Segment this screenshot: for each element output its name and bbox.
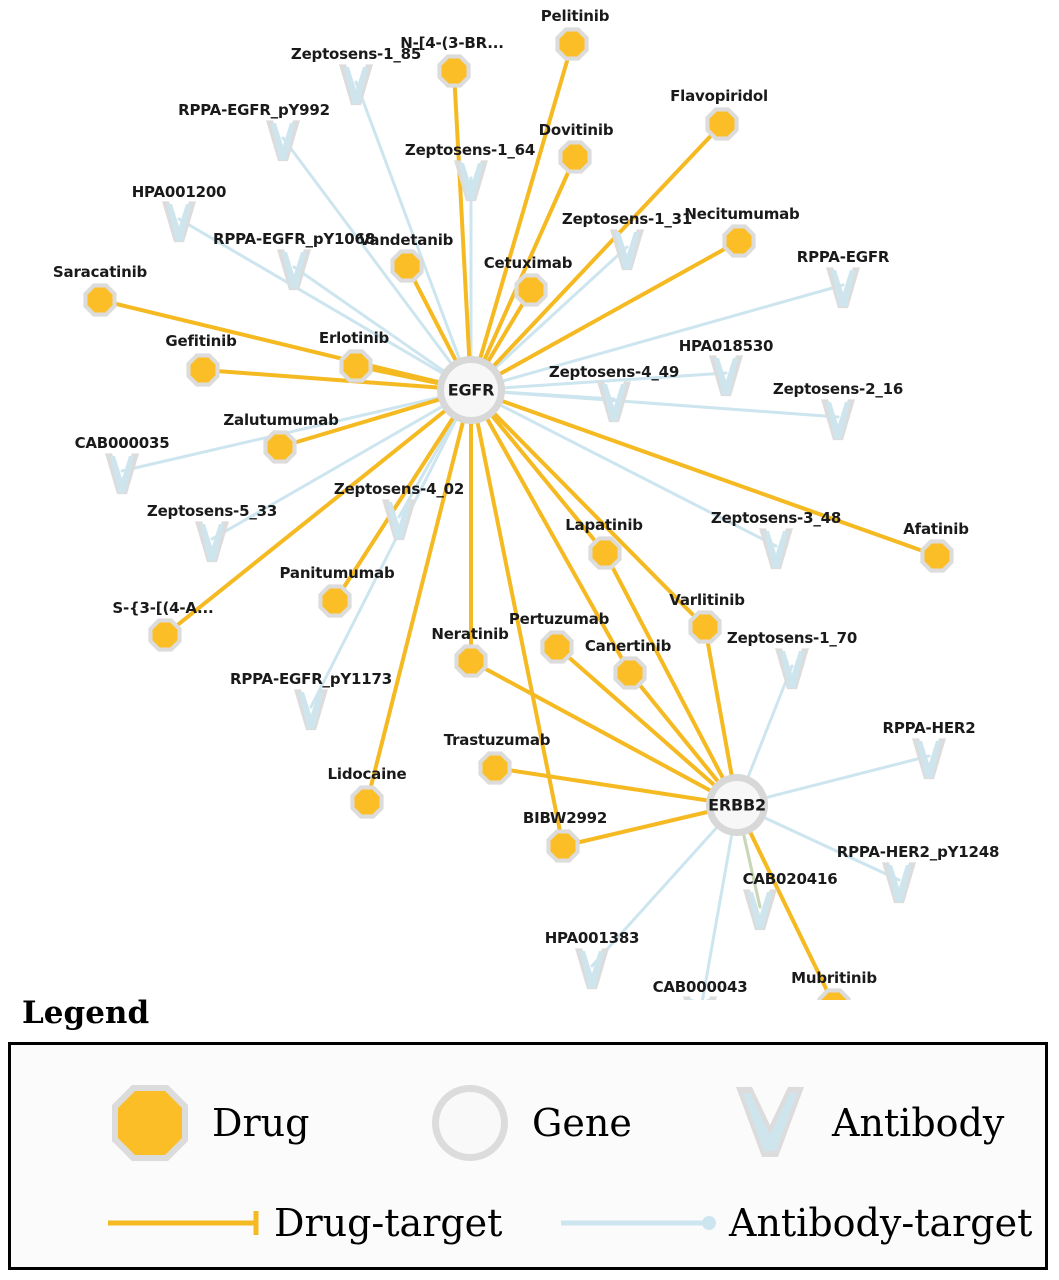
drug-node[interactable] [442, 59, 467, 84]
drug-node[interactable] [618, 661, 643, 686]
drug-node[interactable] [710, 112, 735, 137]
legend-box [8, 1042, 1048, 1270]
drug-label: Canertinib [584, 637, 672, 655]
legend-item-gene [426, 1079, 632, 1167]
drug-label: Necitumumab [684, 205, 800, 223]
drug-label: Afatinib [903, 520, 969, 538]
drug-target-edge [454, 71, 471, 390]
drug-node[interactable] [88, 288, 113, 313]
drug-label: Lidocaine [327, 765, 407, 783]
drug-node[interactable] [344, 354, 369, 379]
drug-label: N-[4-(3-BR... [400, 34, 504, 52]
drug-node[interactable] [563, 145, 588, 170]
drug-icon [106, 1079, 194, 1167]
antibody-label: RPPA-HER2_pY1248 [836, 843, 1000, 861]
antibody-label: Zeptosens-1_70 [726, 629, 858, 647]
drug-label: Gefitinib [165, 332, 237, 350]
drug-node[interactable] [545, 635, 570, 660]
drug-label: Erlotinib [318, 329, 390, 347]
drug-node[interactable] [459, 649, 484, 674]
antibody-label: HPA001383 [544, 929, 640, 947]
legend-item-antibody-target [559, 1201, 1032, 1245]
drug-node[interactable] [925, 544, 950, 569]
drug-label: Lapatinib [565, 516, 643, 534]
legend-item-antibody [726, 1079, 1004, 1167]
drug-label: Saracatinib [52, 263, 148, 281]
antibody-label: Zeptosens-2_16 [772, 380, 904, 398]
drug-node[interactable] [191, 358, 216, 383]
legend-label-antibody-target: Antibody-target [729, 1201, 1033, 1245]
antibody-label: Zeptosens-4_49 [548, 363, 680, 381]
antibody-label: Zeptosens-1_85 [290, 45, 422, 63]
antibody-label: HPA018530 [678, 337, 774, 355]
drug-label: Zalutumumab [223, 411, 339, 429]
drug-label: Pertuzumab [508, 610, 610, 628]
antibody-label: Zeptosens-1_64 [404, 141, 536, 159]
drug-label: Flavopiridol [670, 87, 768, 105]
drug-node[interactable] [395, 254, 420, 279]
drug-node[interactable] [727, 229, 752, 254]
drug-node[interactable] [153, 623, 178, 648]
drug-node[interactable] [693, 615, 718, 640]
antibody-label: RPPA-HER2 [882, 719, 976, 737]
drug-target-edge [471, 157, 575, 390]
antibody-node[interactable] [688, 999, 712, 1000]
drug-node[interactable] [593, 541, 618, 566]
drug-node[interactable] [483, 756, 508, 781]
drug-label: BIBW2992 [522, 809, 608, 827]
legend-label-antibody: Antibody [832, 1101, 1005, 1145]
antibody-label: CAB020416 [742, 870, 838, 888]
antibody-label: RPPA-EGFR [796, 248, 890, 266]
gene-label-erbb2: ERBB2 [708, 795, 766, 815]
drug-node[interactable] [551, 834, 576, 859]
antibody-label: CAB000035 [74, 434, 170, 452]
gene-label-egfr: EGFR [447, 380, 495, 400]
antibody-label: RPPA-EGFR_pY1068 [213, 230, 375, 248]
legend-node-row [11, 1065, 1045, 1180]
antibody-label: HPA001200 [131, 183, 227, 201]
drug-node[interactable] [519, 278, 544, 303]
legend-item-drug-target [106, 1201, 502, 1245]
drug-label: Trastuzumab [443, 731, 551, 749]
drug-node[interactable] [355, 790, 380, 815]
drug-node[interactable] [268, 435, 293, 460]
antibody-label: Zeptosens-3_48 [710, 509, 842, 527]
antibody-label: Zeptosens-1_31 [561, 210, 693, 228]
drug-target-edge-icon [106, 1205, 264, 1241]
antibody-target-edge-icon [559, 1205, 719, 1241]
antibody-label: Zeptosens-4_02 [333, 480, 465, 498]
drug-label: Vandetanib [358, 231, 454, 249]
legend-item-drug [106, 1079, 309, 1167]
antibody-label: Zeptosens-5_33 [146, 502, 278, 520]
antibody-label: RPPA-EGFR_pY992 [178, 101, 330, 119]
antibody-label: CAB000043 [652, 978, 748, 996]
legend-edge-row [11, 1193, 1045, 1263]
antibody-node-halo [683, 996, 717, 1000]
drug-label: Mubritinib [791, 969, 877, 987]
legend-title: Legend [22, 995, 150, 1031]
drug-label: Neratinib [431, 625, 509, 643]
drug-label: Cetuximab [483, 254, 573, 272]
drug-label: Panitumumab [279, 564, 395, 582]
gene-icon [426, 1079, 514, 1167]
drug-label: Pelitinib [540, 7, 610, 25]
legend-label-gene: Gene [532, 1101, 632, 1145]
drug-node[interactable] [560, 32, 585, 57]
legend-label-drug: Drug [212, 1101, 310, 1145]
drug-label: Varlitinib [669, 591, 745, 609]
antibody-icon [726, 1079, 814, 1167]
antibody-label: RPPA-EGFR_pY1173 [230, 670, 392, 688]
drug-node[interactable] [323, 589, 348, 614]
drug-label: S-{3-[(4-A... [112, 599, 214, 617]
legend-label-drug-target: Drug-target [274, 1201, 503, 1245]
drug-label: Dovitinib [538, 121, 614, 139]
